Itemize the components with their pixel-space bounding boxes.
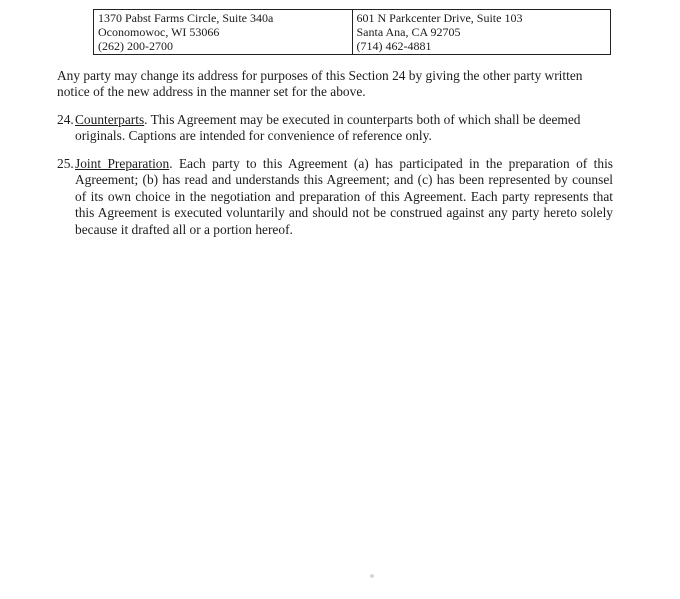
section-number: 24. xyxy=(57,112,74,127)
right-address-line: 601 N Parkcenter Drive, Suite 103 xyxy=(356,11,523,25)
section-25-joint-preparation xyxy=(57,156,613,238)
scan-speck xyxy=(370,574,374,578)
section-body xyxy=(75,156,613,238)
address-table xyxy=(93,9,611,55)
left-address-phone: (262) 200-2700 xyxy=(98,39,173,53)
section-text: . This Agreement may be executed in counterparts both of which shall be deemed originals. Captions are intended for convenience of reference only. xyxy=(75,112,581,144)
right-address-phone: (714) 462-4881 xyxy=(356,39,432,53)
address-row xyxy=(94,10,611,55)
section-heading: Counterparts xyxy=(75,112,145,127)
section-heading: Joint Preparation xyxy=(75,156,170,171)
left-address-cell xyxy=(94,10,353,55)
left-address-line: Oconomowoc, WI 53066 xyxy=(98,25,220,39)
section-body xyxy=(75,112,613,145)
right-address-cell xyxy=(352,10,611,55)
section-text: . Each party to this Agreement (a) has participated in the preparation of this Agreement; (b) has read and understands this Agreement; and (c) has been represented by counsel of its own choice in the negotiation and preparation of this Agreement. Each party represents that this Agreement is executed voluntarily and should not be construed against any party hereto solely because it drafted all or a portion hereof. xyxy=(75,156,614,237)
right-address-line: Santa Ana, CA 92705 xyxy=(356,25,461,39)
section-24-counterparts xyxy=(57,112,613,145)
left-address-line: 1370 Pabst Farms Circle, Suite 340a xyxy=(98,11,274,25)
address-change-paragraph: Any party may change its address for purposes of this Section 24 by giving the other party written notice of the new address in the manner set for the above. xyxy=(57,68,583,100)
section-number: 25. xyxy=(57,156,74,171)
